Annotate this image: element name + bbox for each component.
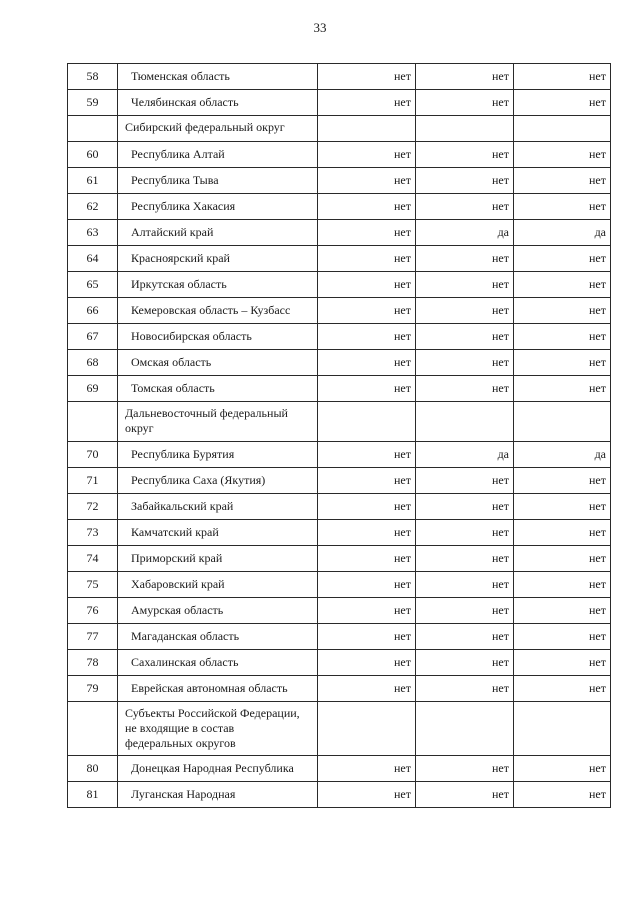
row-number: 77 <box>68 624 118 650</box>
row-number: 79 <box>68 676 118 702</box>
row-number: 71 <box>68 468 118 494</box>
table-row <box>68 90 611 116</box>
value-col-2: нет <box>416 376 514 402</box>
table-row <box>68 546 611 572</box>
value-col-3: нет <box>514 520 611 546</box>
table-row <box>68 272 611 298</box>
region-name: Донецкая Народная Республика <box>118 756 318 782</box>
value-col-2: да <box>416 220 514 246</box>
row-number: 58 <box>68 64 118 90</box>
value-col-1: нет <box>318 272 416 298</box>
value-col-2: нет <box>416 272 514 298</box>
region-name: Луганская Народная <box>118 782 318 808</box>
region-name: Магаданская область <box>118 624 318 650</box>
value-col-3: нет <box>514 756 611 782</box>
regions-table <box>67 63 611 808</box>
empty-cell <box>514 402 611 442</box>
value-col-3: нет <box>514 376 611 402</box>
heading-line: Дальневосточный федеральный <box>125 406 288 420</box>
value-col-2: нет <box>416 324 514 350</box>
value-col-1: нет <box>318 64 416 90</box>
federal-district-heading <box>118 116 318 142</box>
table-row <box>68 598 611 624</box>
table-row <box>68 650 611 676</box>
value-col-1: нет <box>318 494 416 520</box>
row-number: 72 <box>68 494 118 520</box>
value-col-2: нет <box>416 350 514 376</box>
region-name: Республика Саха (Якутия) <box>118 468 318 494</box>
region-name: Челябинская область <box>118 90 318 116</box>
value-col-1: нет <box>318 756 416 782</box>
value-col-1: нет <box>318 376 416 402</box>
row-number: 73 <box>68 520 118 546</box>
value-col-2: нет <box>416 756 514 782</box>
value-col-1: нет <box>318 442 416 468</box>
row-number: 81 <box>68 782 118 808</box>
row-number: 76 <box>68 598 118 624</box>
region-name: Республика Бурятия <box>118 442 318 468</box>
region-name: Амурская область <box>118 598 318 624</box>
empty-cell <box>514 116 611 142</box>
value-col-1: нет <box>318 572 416 598</box>
value-col-1: нет <box>318 350 416 376</box>
table-row <box>68 324 611 350</box>
federal-district-heading <box>118 402 318 442</box>
table-row <box>68 194 611 220</box>
table-row <box>68 520 611 546</box>
value-col-2: нет <box>416 624 514 650</box>
value-col-3: нет <box>514 64 611 90</box>
row-number: 62 <box>68 194 118 220</box>
row-number: 61 <box>68 168 118 194</box>
region-name: Республика Тыва <box>118 168 318 194</box>
value-col-2: нет <box>416 298 514 324</box>
table-row <box>68 168 611 194</box>
value-col-2: нет <box>416 468 514 494</box>
group-header-row <box>68 116 611 142</box>
table-row <box>68 676 611 702</box>
region-name: Красноярский край <box>118 246 318 272</box>
value-col-2: нет <box>416 676 514 702</box>
value-col-3: нет <box>514 546 611 572</box>
value-col-3: нет <box>514 246 611 272</box>
value-col-1: нет <box>318 520 416 546</box>
value-col-1: нет <box>318 142 416 168</box>
row-number: 65 <box>68 272 118 298</box>
region-name: Приморский край <box>118 546 318 572</box>
empty-cell <box>68 116 118 142</box>
value-col-3: да <box>514 442 611 468</box>
value-col-3: нет <box>514 324 611 350</box>
value-col-1: нет <box>318 598 416 624</box>
region-name: Алтайский край <box>118 220 318 246</box>
value-col-1: нет <box>318 298 416 324</box>
page-number: 33 <box>313 20 327 35</box>
row-number: 78 <box>68 650 118 676</box>
region-name: Кемеровская область – Кузбасс <box>118 298 318 324</box>
empty-cell <box>318 116 416 142</box>
value-col-2: нет <box>416 650 514 676</box>
value-col-2: нет <box>416 142 514 168</box>
group-header-row <box>68 702 611 756</box>
table-row <box>68 298 611 324</box>
value-col-3: нет <box>514 168 611 194</box>
value-col-3: нет <box>514 468 611 494</box>
value-col-3: нет <box>514 194 611 220</box>
row-number: 69 <box>68 376 118 402</box>
value-col-3: нет <box>514 494 611 520</box>
region-name: Камчатский край <box>118 520 318 546</box>
value-col-2: нет <box>416 494 514 520</box>
value-col-1: нет <box>318 782 416 808</box>
empty-cell <box>416 116 514 142</box>
value-col-3: нет <box>514 142 611 168</box>
value-col-3: да <box>514 220 611 246</box>
row-number: 59 <box>68 90 118 116</box>
table-row <box>68 494 611 520</box>
region-name: Хабаровский край <box>118 572 318 598</box>
table-row <box>68 376 611 402</box>
heading-line: Субъекты Российской Федерации, <box>125 706 300 720</box>
value-col-1: нет <box>318 650 416 676</box>
empty-cell <box>318 402 416 442</box>
row-number: 60 <box>68 142 118 168</box>
row-number: 63 <box>68 220 118 246</box>
row-number: 67 <box>68 324 118 350</box>
value-col-1: нет <box>318 168 416 194</box>
table-row <box>68 782 611 808</box>
value-col-2: нет <box>416 194 514 220</box>
value-col-3: нет <box>514 676 611 702</box>
group-header-row <box>68 402 611 442</box>
value-col-1: нет <box>318 624 416 650</box>
region-name: Томская область <box>118 376 318 402</box>
region-name: Тюменская область <box>118 64 318 90</box>
heading-line: округ <box>125 421 154 435</box>
value-col-3: нет <box>514 350 611 376</box>
value-col-3: нет <box>514 598 611 624</box>
value-col-2: нет <box>416 520 514 546</box>
table-row <box>68 64 611 90</box>
value-col-3: нет <box>514 624 611 650</box>
empty-cell <box>318 702 416 756</box>
value-col-1: нет <box>318 194 416 220</box>
row-number: 75 <box>68 572 118 598</box>
table-row <box>68 220 611 246</box>
table-row <box>68 624 611 650</box>
empty-cell <box>68 702 118 756</box>
table-row <box>68 756 611 782</box>
value-col-2: нет <box>416 572 514 598</box>
value-col-3: нет <box>514 298 611 324</box>
empty-cell <box>416 402 514 442</box>
table-row <box>68 572 611 598</box>
value-col-3: нет <box>514 90 611 116</box>
value-col-1: нет <box>318 468 416 494</box>
value-col-2: нет <box>416 90 514 116</box>
empty-cell <box>68 402 118 442</box>
value-col-1: нет <box>318 246 416 272</box>
empty-cell <box>416 702 514 756</box>
value-col-1: нет <box>318 220 416 246</box>
value-col-1: нет <box>318 324 416 350</box>
region-name: Республика Алтай <box>118 142 318 168</box>
value-col-3: нет <box>514 272 611 298</box>
value-col-1: нет <box>318 676 416 702</box>
region-name: Новосибирская область <box>118 324 318 350</box>
table-row <box>68 442 611 468</box>
region-name: Омская область <box>118 350 318 376</box>
heading-line: не входящие в состав <box>125 721 235 735</box>
region-name: Еврейская автономная область <box>118 676 318 702</box>
value-col-2: нет <box>416 782 514 808</box>
value-col-2: нет <box>416 546 514 572</box>
region-name: Сахалинская область <box>118 650 318 676</box>
row-number: 66 <box>68 298 118 324</box>
table-row <box>68 468 611 494</box>
region-name: Иркутская область <box>118 272 318 298</box>
row-number: 64 <box>68 246 118 272</box>
value-col-2: нет <box>416 598 514 624</box>
row-number: 80 <box>68 756 118 782</box>
row-number: 74 <box>68 546 118 572</box>
value-col-3: нет <box>514 650 611 676</box>
value-col-3: нет <box>514 782 611 808</box>
value-col-2: да <box>416 442 514 468</box>
heading-line: Сибирский федеральный округ <box>125 120 285 134</box>
region-name: Забайкальский край <box>118 494 318 520</box>
region-name: Республика Хакасия <box>118 194 318 220</box>
value-col-2: нет <box>416 246 514 272</box>
value-col-3: нет <box>514 572 611 598</box>
heading-line: федеральных округов <box>125 736 236 750</box>
value-col-2: нет <box>416 168 514 194</box>
table-row <box>68 142 611 168</box>
value-col-2: нет <box>416 64 514 90</box>
value-col-1: нет <box>318 90 416 116</box>
federal-district-heading <box>118 702 318 756</box>
empty-cell <box>514 702 611 756</box>
table-row <box>68 246 611 272</box>
value-col-1: нет <box>318 546 416 572</box>
row-number: 68 <box>68 350 118 376</box>
table-row <box>68 350 611 376</box>
row-number: 70 <box>68 442 118 468</box>
